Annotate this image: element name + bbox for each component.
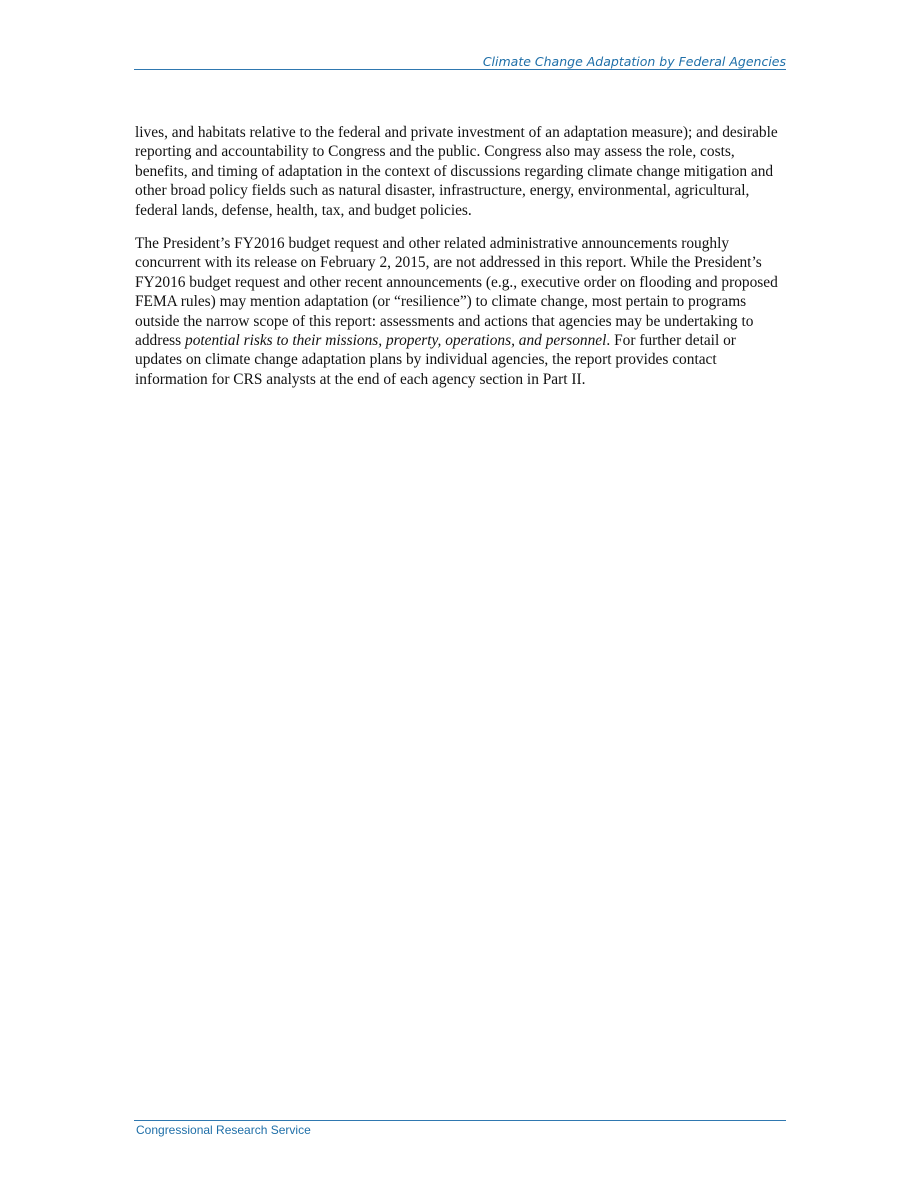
paragraph-2-text-end: . For further detail or updates on climate change adaptation plans by individual agencies, the report provides contact information for CRS analysts at the end of each agency section in Part II.	[135, 332, 736, 388]
paragraph-2-text-start: The President’s FY2016 budget request and other related administrative announcements roughly concurrent with its release on February 2, 2015, are not addressed in this report. While the President’s FY2016 budget request and other recent announcements (e.g., executive order on flooding and proposed FEMA rules) may mention adaptation (or “resilience”) to climate change, most pertain to programs outside the narrow scope of this report: assessments and actions that agencies may be undertaking to address	[135, 235, 778, 350]
document-body	[135, 123, 780, 403]
paragraph-2	[135, 234, 780, 389]
footer-source: Congressional Research Service	[136, 1123, 311, 1137]
header-divider	[134, 69, 786, 70]
running-header-title: Climate Change Adaptation by Federal Agencies	[482, 54, 786, 69]
footer-divider	[134, 1120, 786, 1121]
paragraph-1: lives, and habitats relative to the federal and private investment of an adaptation measure); and desirable reporting and accountability to Congress and the public. Congress also may assess the role, costs, benefits, and timing of adaptation in the context of discussions regarding climate change mitigation and other broad policy fields such as natural disaster, infrastructure, energy, environmental, agricultural, federal lands, defense, health, tax, and budget policies.	[135, 124, 778, 219]
paragraph-2-emphasis: potential risks to their missions, property, operations, and personnel	[185, 332, 607, 350]
